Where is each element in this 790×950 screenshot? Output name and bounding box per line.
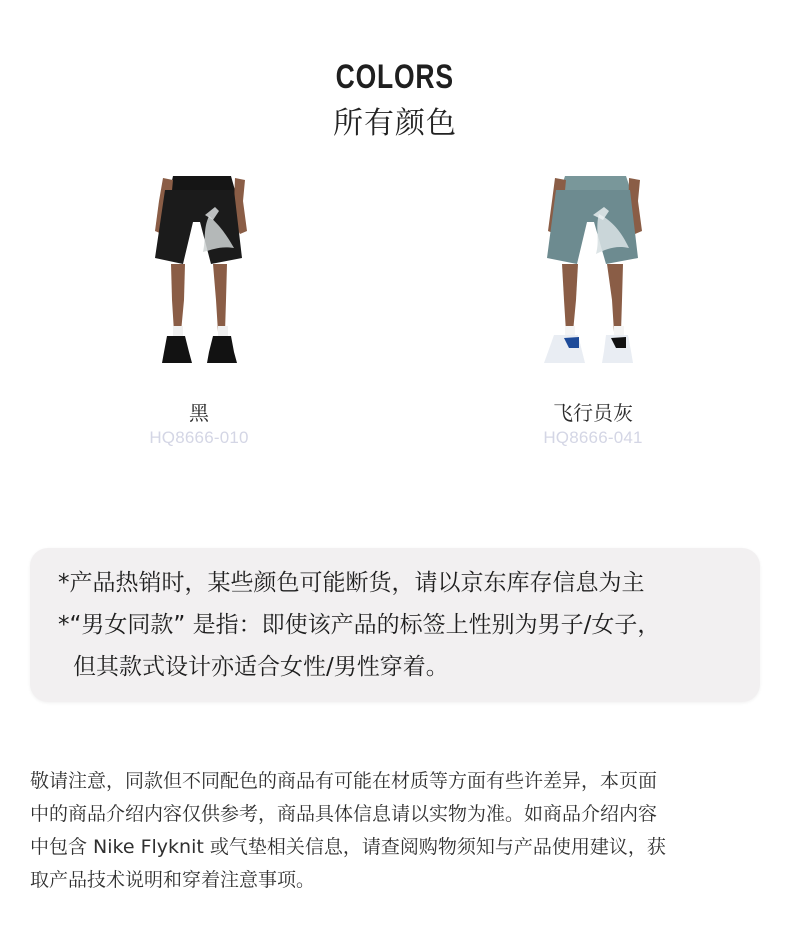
page-subtitle: 所有颜色 bbox=[333, 106, 457, 141]
black-shorts-image bbox=[89, 176, 309, 381]
notice-line-3: 但其款式设计亦适合女性/男性穿着。 bbox=[73, 654, 449, 680]
product-color-name: 黑 bbox=[189, 401, 209, 425]
stock-notice-box bbox=[30, 548, 760, 702]
product-code: HQ8666-010 bbox=[149, 428, 249, 447]
disclaimer-line-1: 敬请注意，同款但不同配色的商品有可能在材质等方面有些许差异，本页面 bbox=[30, 770, 658, 792]
disclaimer-line-3: 中包含 Nike Flyknit 或气垫相关信息，请查阅购物须知与产品使用建议，获 bbox=[30, 836, 666, 858]
gray-shorts-image bbox=[483, 176, 703, 381]
page-title: COLORS bbox=[335, 58, 455, 96]
product-code: HQ8666-041 bbox=[543, 428, 643, 447]
notice-line-1: *产品热销时，某些颜色可能断货，请以京东库存信息为主 bbox=[58, 570, 645, 596]
disclaimer-line-2: 中的商品介绍内容仅供参考，商品具体信息请以实物为准。如商品介绍内容 bbox=[30, 803, 658, 825]
stock-notice-text bbox=[58, 562, 738, 688]
header bbox=[0, 58, 790, 142]
color-options bbox=[0, 176, 790, 456]
notice-line-2: *“男女同款” 是指：即使该产品的标签上性别为男子/女子， bbox=[58, 612, 661, 638]
product-color-name: 飞行员灰 bbox=[553, 401, 633, 425]
disclaimer-text bbox=[30, 765, 760, 897]
product-card-flight-gray[interactable] bbox=[483, 176, 703, 448]
disclaimer-line-4: 取产品技术说明和穿着注意事项。 bbox=[30, 869, 316, 891]
product-card-black[interactable] bbox=[89, 176, 309, 448]
